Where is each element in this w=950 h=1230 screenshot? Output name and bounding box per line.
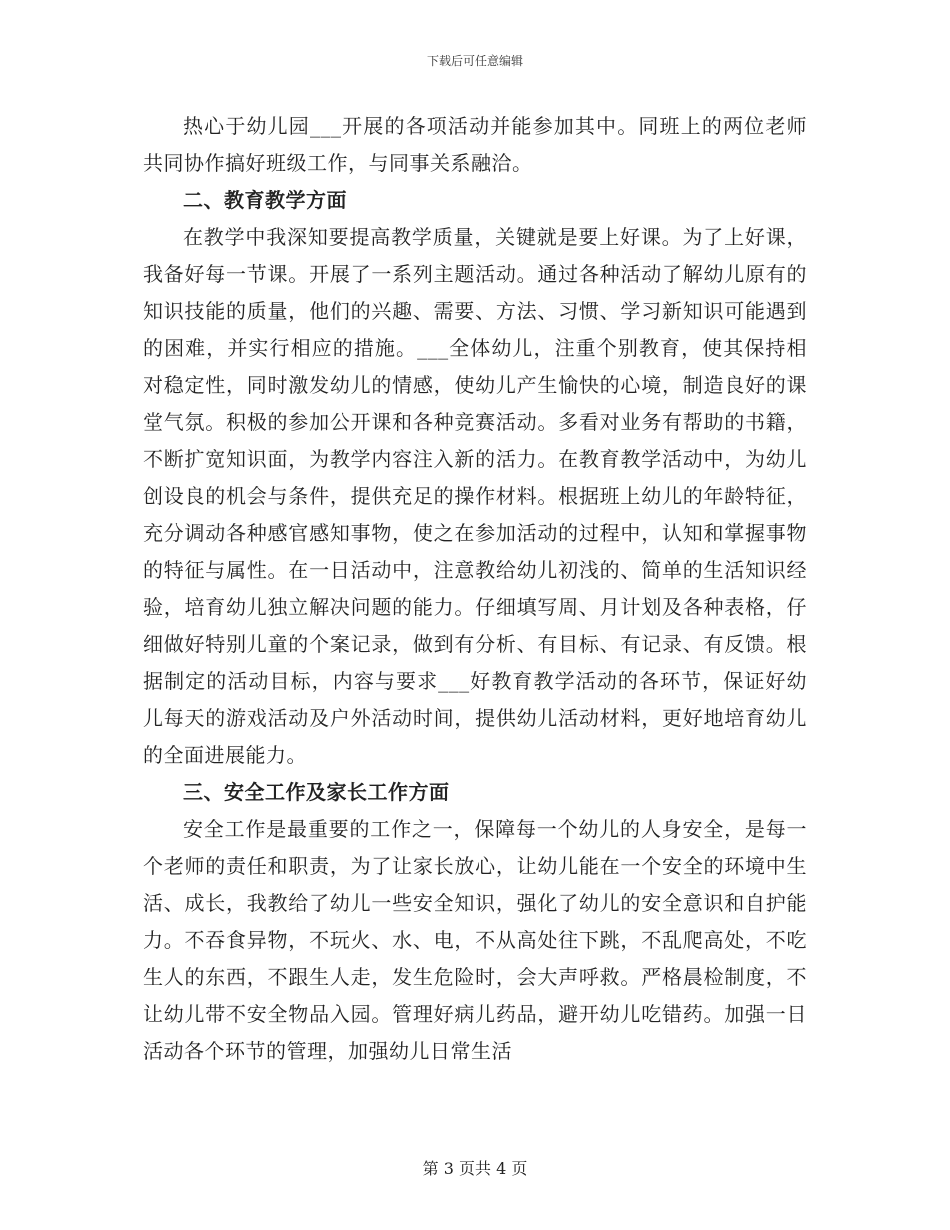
page-footer: 第 3 页共 4 页	[422, 1159, 528, 1178]
paragraph-teaching: 在教学中我深知要提高教学质量，关键就是要上好课。为了上好课，我备好每一节课。开展了一系列主题活动。通过各种活动了解幼儿原有的知识技能的质量，他们的兴趣、需要、方法、习惯、学习新知识可能遇到的困难，并实行相应的措施。___全体幼儿，注重个别教育，使其保持相对稳定性，同时激发幼儿的情感，使幼儿产生愉快的心境，制造良好的课堂气氛。积极的参加公开课和各种竞赛活动。多看对业务有帮助的书籍，不断扩宽知识面，为教学内容注入新的活力。在教育教学活动中，为幼儿创设良的机会与条件，提供充足的操作材料。根据班上幼儿的年龄特征，充分调动各种感官感知事物，使之在参加活动的过程中，认知和掌握事物的特征与属性。在一日活动中，注意教给幼儿初浅的、简单的生活知识经验，培育幼儿独立解决问题的能力。仔细填写周、月计划及各种表格，仔细做好特别儿童的个案记录，做到有分析、有目标、有记录、有反馈。根据制定的活动目标，内容与要求___好教育教学活动的各环节，保证好幼儿每天的游戏活动及户外活动时间，提供幼儿活动材料，更好地培育幼儿的全面进展能力。	[143, 225, 807, 767]
paragraph-safety: 安全工作是最重要的工作之一，保障每一个幼儿的人身安全，是每一个老师的责任和职责，为了让家长放心，让幼儿能在一个安全的环境中生活、成长，我教给了幼儿一些安全知识，强化了幼儿的安全意识和自护能力。不吞食异物，不玩火、水、电，不从高处往下跳，不乱爬高处，不吃生人的东西，不跟生人走，发生危险时，会大声呼救。严格晨检制度，不让幼儿带不安全物品入园。管理好病儿药品，避开幼儿吃错药。加强一日活动各个环节的管理，加强幼儿日常生活	[143, 817, 807, 1063]
paragraph-colleagues: 热心于幼儿园___开展的各项活动并能参加其中。同班上的两位老师共同协作搞好班级工作，与同事关系融洽。	[143, 114, 807, 175]
page-header: 下载后可任意编辑	[426, 54, 523, 68]
section-heading-teaching: 二、教育教学方面	[183, 188, 347, 212]
document-body	[143, 108, 807, 1070]
section-heading-safety: 三、安全工作及家长工作方面	[183, 780, 450, 804]
